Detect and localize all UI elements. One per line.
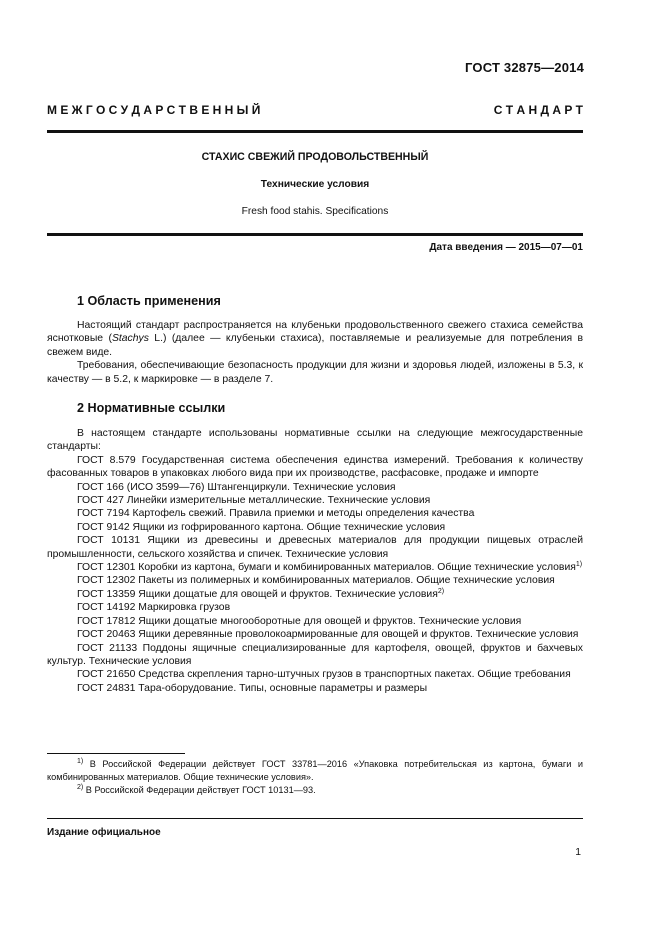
scope-paragraph-1: Настоящий стандарт распространяется на клубеньки продовольственного свежего стахиса семейства яснотковые (Stachys L.) (далее — клубеньки стахиса), поставляемые и реализуемые для потребления в свежем виде. <box>47 320 583 358</box>
title-bottom-rule <box>47 233 583 236</box>
footnote-separator <box>47 753 185 754</box>
section-heading-references: 2 Нормативные ссылки <box>77 401 226 415</box>
document-id: ГОСТ 32875—2014 <box>465 60 584 75</box>
footer-rule <box>47 818 583 819</box>
footnote-marker: 1) <box>77 758 84 765</box>
reference-item: ГОСТ 21133 Поддоны ящичные специализированные для картофеля, овощей, фруктов и бахчевых культур. Технические условия <box>47 642 583 667</box>
reference-item: ГОСТ 166 (ИСО 3599—76) Штангенциркули. Технические условия <box>77 481 396 493</box>
reference-item: ГОСТ 24831 Тара-оборудование. Типы, основные параметры и размеры <box>77 682 428 694</box>
latin-genus: Stachys <box>111 333 149 345</box>
reference-item: ГОСТ 8.579 Государственная система обеспечения единства измерений. Требования к количеству фасованных товаров в упаковках любого вида при их производстве, расфасовке, продаже и импорте <box>47 454 583 480</box>
footnote-marker: 2) <box>437 587 445 595</box>
reference-item-footnoted: ГОСТ 12301 Коробки из картона, бумаги и комбинированных материалов. Общие технические условия$^{1)}$ <box>77 561 583 574</box>
standard-banner <box>47 104 583 117</box>
banner-left: М Е Ж Г О С У Д А Р С Т В Е Н Н Ы Й <box>47 103 261 117</box>
reference-item: ГОСТ 17812 Ящики дощатые многооборотные для овощей и фруктов. Технические условия <box>77 615 522 627</box>
reference-item: ГОСТ 427 Линейки измерительные металлические. Технические условия <box>77 495 431 507</box>
english-title: Fresh food stahis. Specifications <box>241 206 389 217</box>
top-rule <box>47 130 583 133</box>
reference-item: ГОСТ 14192 Маркировка грузов <box>77 602 231 614</box>
footnote-marker: 2) <box>77 784 84 791</box>
references-intro: В настоящем стандарте использованы нормативные ссылки на следующие межгосударственные стандарты: <box>47 428 583 453</box>
document-subtitle: Технические условия <box>260 179 370 190</box>
footnote-1: $^{1)}$ В Российской Федерации действует ГОСТ 33781—2016 «Упаковка потребительская из картона, бумаги и комбинированных материалов. Общие технические условия». <box>47 758 583 782</box>
footnote-2: $^{2)}$ В Российской Федерации действует ГОСТ 10131—93. <box>77 784 316 795</box>
banner-right: С Т А Н Д А Р Т <box>493 103 583 117</box>
section-heading-scope: 1 Область применения <box>77 294 221 308</box>
effective-date: Дата введения — 2015—07—01 <box>429 242 583 253</box>
scope-paragraph-2: Требования, обеспечивающие безопасность продукции для жизни и здоровья людей, изложены в 5.3, к качеству — в 5.2, к маркировке — в разделе 7. <box>47 360 583 385</box>
page-number: 1 <box>575 847 581 858</box>
reference-item: ГОСТ 10131 Ящики из древесины и древесных материалов для продукции пищевых отраслей промышленности, сельского хозяйства и спичек. Технические условия <box>47 535 583 560</box>
reference-item: ГОСТ 7194 Картофель свежий. Правила приемки и методы определения качества <box>77 508 475 520</box>
reference-item: ГОСТ 20463 Ящики деревянные проволокоармированные для овощей и фруктов. Технические условия <box>77 629 579 641</box>
section-scope-body <box>47 319 583 386</box>
edition-label: Издание официальное <box>47 827 161 838</box>
reference-item: ГОСТ 21650 Средства скрепления тарно-штучных грузов в транспортных пакетах. Общие требования <box>77 669 571 681</box>
reference-item: ГОСТ 9142 Ящики из гофрированного картона. Общие технические условия <box>77 521 446 533</box>
section-references-body <box>47 427 583 695</box>
reference-item: ГОСТ 12302 Пакеты из полимерных и комбинированных материалов. Общие технические условия <box>77 575 555 587</box>
reference-item-footnoted: ГОСТ 13359 Ящики дощатые для овощей и фруктов. Технические условия$^{2)}$ <box>77 587 445 600</box>
document-title: СТАХИС СВЕЖИЙ ПРОДОВОЛЬСТВЕННЫЙ <box>201 151 429 163</box>
footnote-marker: 1) <box>575 561 583 569</box>
